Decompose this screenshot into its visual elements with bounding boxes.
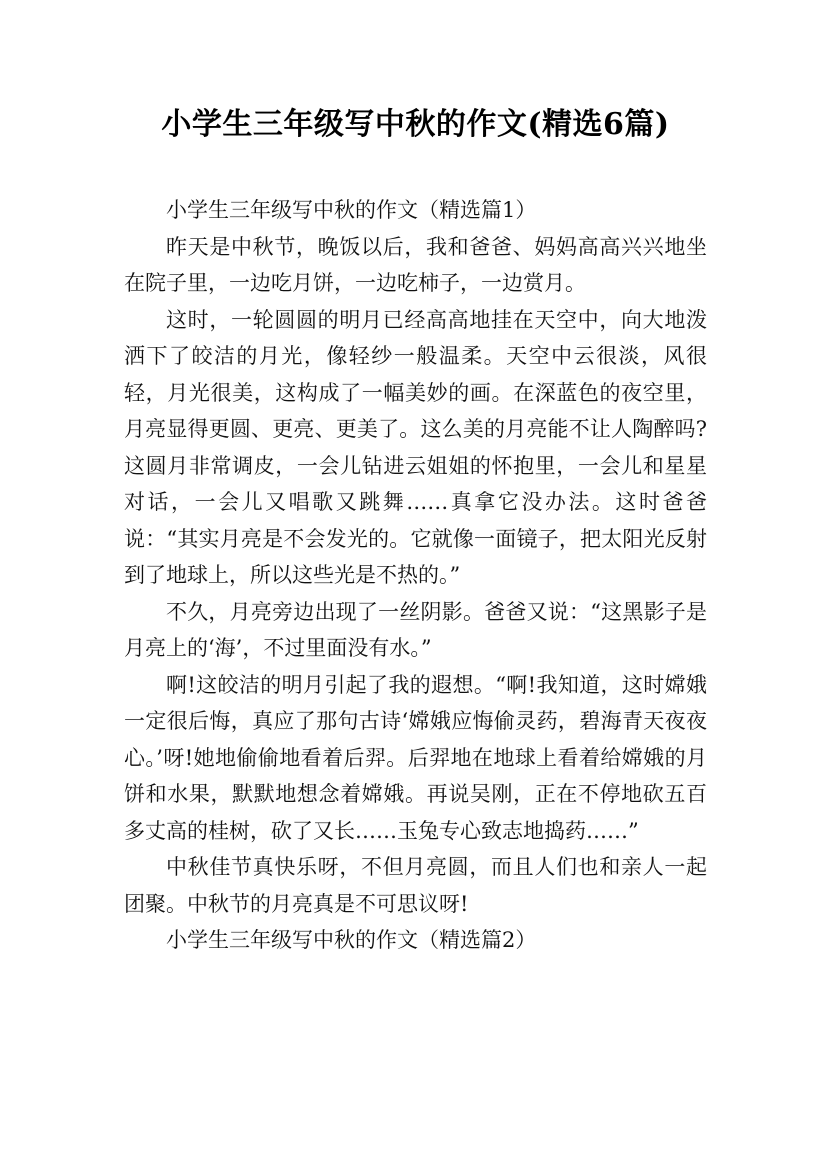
section-heading-2: 小学生三年级写中秋的作文（精选篇2）: [166, 928, 537, 952]
document-title: 小学生三年级写中秋的作文(精选6篇): [161, 107, 670, 142]
paragraph: 不久，月亮旁边出现了一丝阴影。爸爸又说：“这黑影子是月亮上的‘海’，不过里面没有水。”: [124, 599, 707, 660]
paragraph: 这时，一轮圆圆的明月已经高高地挂在天空中，向大地泼洒下了皎洁的月光，像轻纱一般温柔。天空中云很淡，风很轻，月光很美，这构成了一幅美妙的画。在深蓝色的夜空里，月亮显得更圆、更亮、更美了。这么美的月亮能不让人陶醉吗?这圆月非常调皮，一会儿钻进云姐姐的怀抱里，一会儿和星星对话，一会儿又唱歌又跳舞……真拿它没办法。这时爸爸说：“其实月亮是不会发光的。它就像一面镜子，把太阳光反射到了地球上，所以这些光是不热的。”: [124, 307, 707, 587]
paragraph: 啊!这皎洁的明月引起了我的遐想。“啊!我知道，这时嫦娥一定很后悔，真应了那句古诗‘嫦娥应悔偷灵药，碧海青天夜夜心。’呀!她地偷偷地看着后羿。后羿地在地球上看着给嫦娥的月饼和水果，默默地想念着嫦娥。再说吴刚，正在不停地砍五百多丈高的桂树，砍了又长……玉兔专心致志地捣药……”: [124, 672, 707, 843]
paragraph: 中秋佳节真快乐呀，不但月亮圆，而且人们也和亲人一起团聚。中秋节的月亮真是不可思议呀!: [124, 855, 707, 916]
paragraph: 昨天是中秋节，晚饭以后，我和爸爸、妈妈高高兴兴地坐在院子里，一边吃月饼，一边吃柿子，一边赏月。: [124, 234, 707, 295]
section-heading-1: 小学生三年级写中秋的作文（精选篇1）: [166, 198, 537, 222]
document-body: [124, 192, 707, 959]
